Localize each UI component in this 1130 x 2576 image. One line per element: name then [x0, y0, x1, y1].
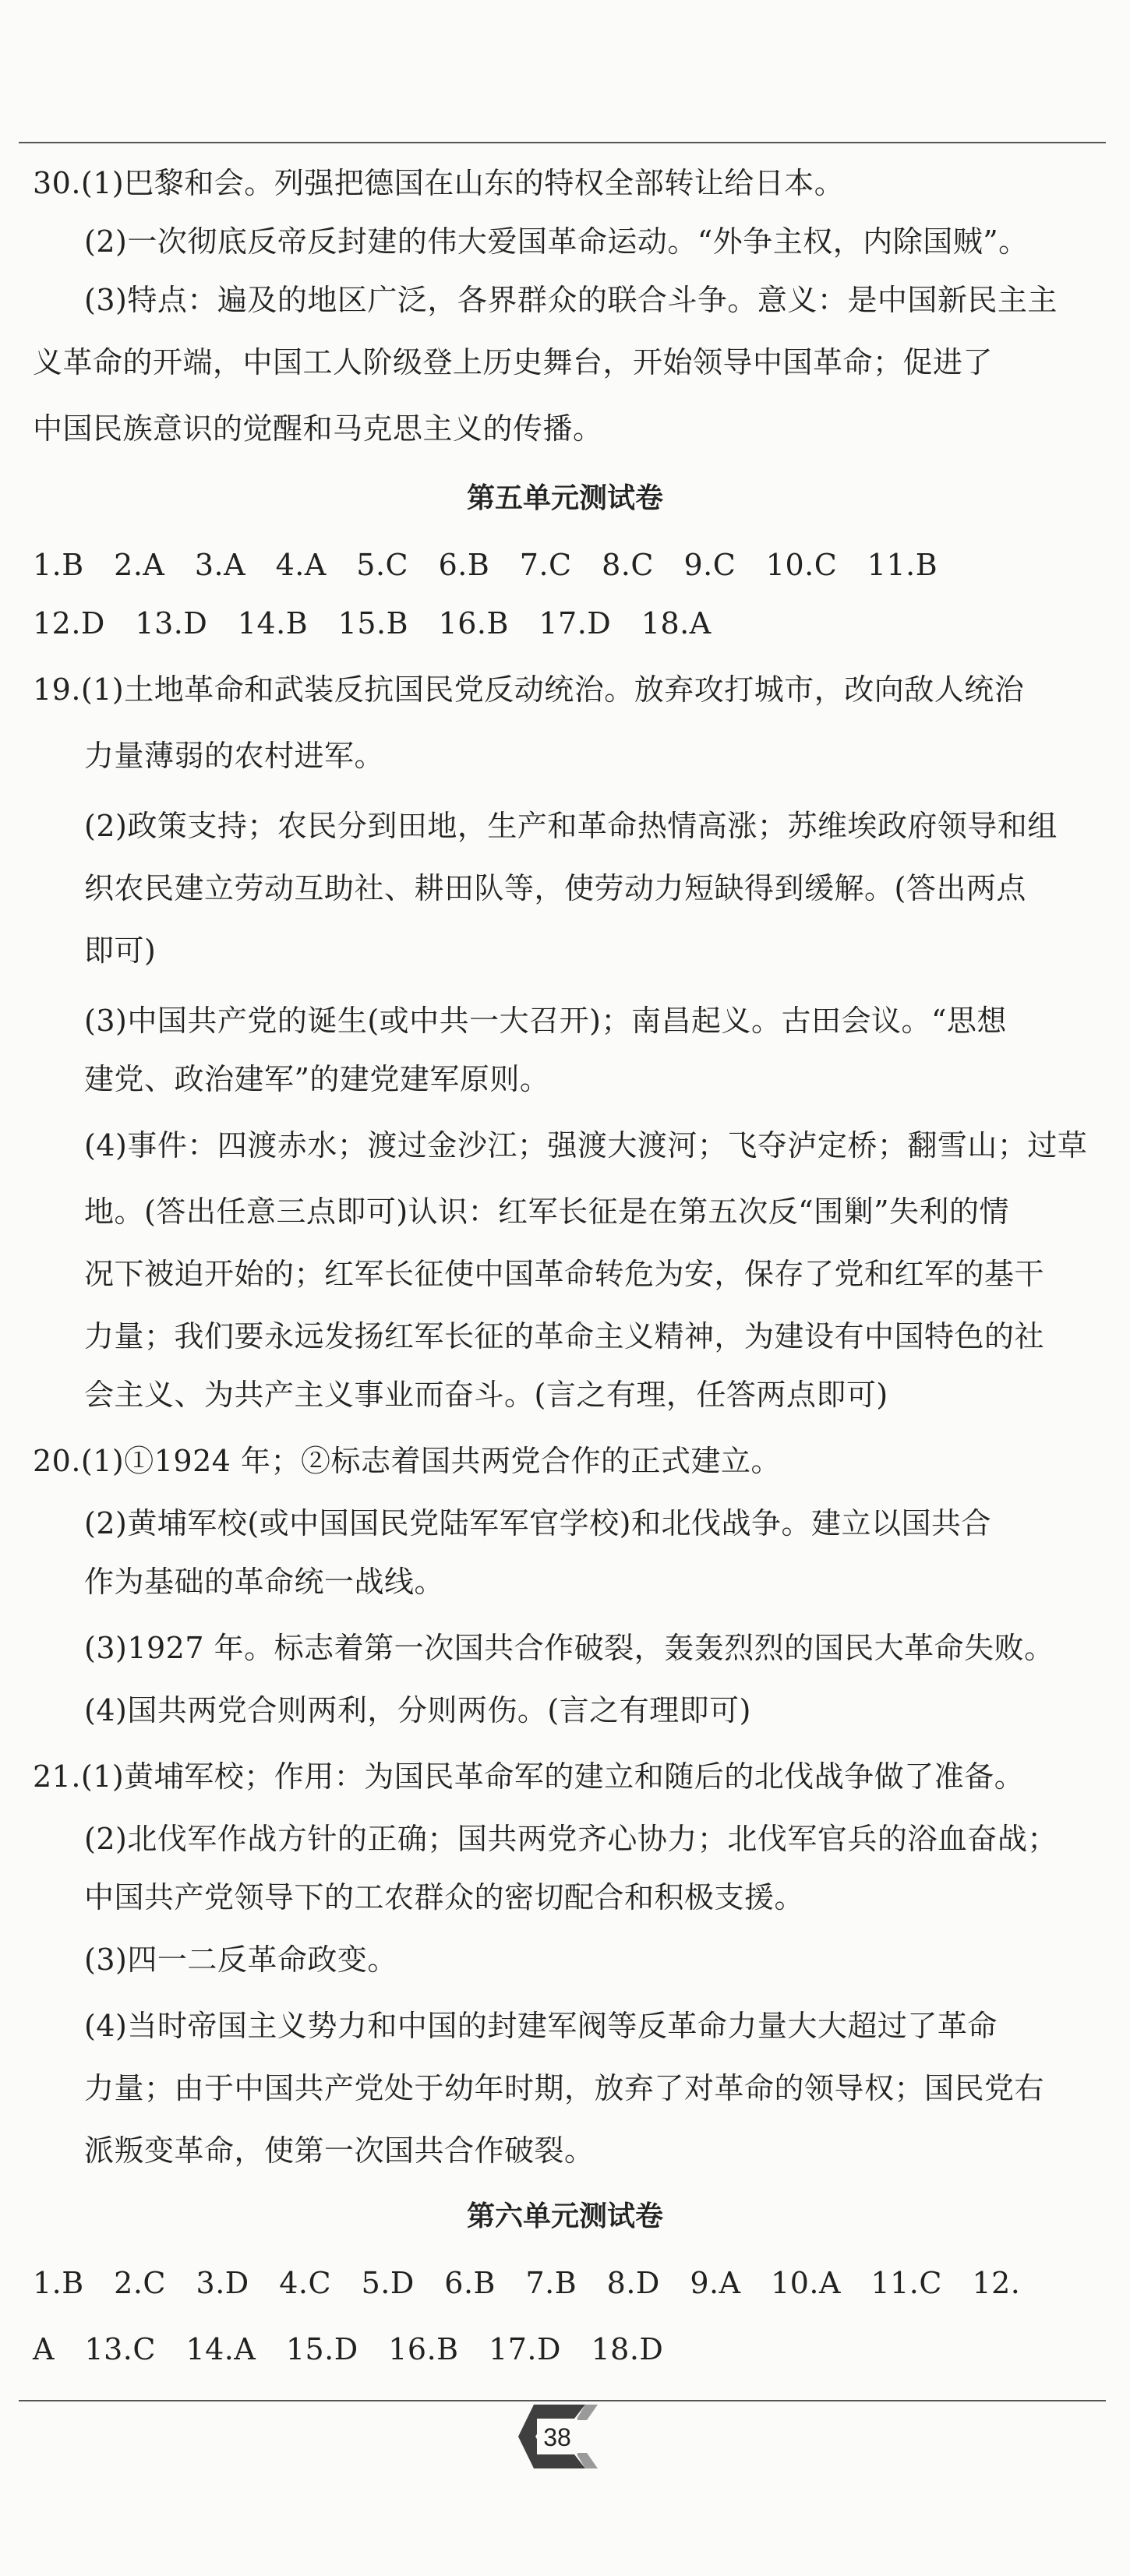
answer-line: 作为基础的革命统一战线。 [84, 1565, 445, 1599]
choice-answers-line: 12.D 13.D 14.B 15.B 16.B 17.D 18.A [33, 606, 712, 640]
choice-answers-line: 1.B 2.C 3.D 4.C 5.D 6.B 7.B 8.D 9.A 10.A 11.C 12. [33, 2266, 1021, 2300]
answer-line: (2)一次彻底反帝反封建的伟大爱国革命运动。“外争主权，内除国贼”。 [84, 224, 1029, 259]
answer-line: (4)当时帝国主义势力和中国的封建军阀等反革命力量大大超过了革命 [84, 2009, 998, 2043]
page-number-badge [517, 2401, 598, 2472]
answer-line: 20.(1)①1924 年；②标志着国共两党合作的正式建立。 [33, 1444, 782, 1478]
answer-line: 19.(1)土地革命和武装反抗国民党反动统治。放弃攻打城市，改向敌人统治 [33, 672, 1025, 707]
answer-line: (2)政策支持；农民分到田地，生产和革命热情高涨；苏维埃政府领导和组 [84, 809, 1058, 843]
page-number: 38 [543, 2423, 571, 2451]
section-title: 第六单元测试卷 [466, 2200, 663, 2232]
answer-line: 会主义、为共产主义事业而奋斗。(言之有理，任答两点即可) [84, 1378, 888, 1412]
answer-line: 义革命的开端，中国工人阶级登上历史舞台，开始领导中国革命；促进了 [33, 345, 994, 379]
answer-line: 力量薄弱的农村进军。 [84, 739, 385, 773]
answer-line: 况下被迫开始的；红军长征使中国革命转危为安，保存了党和红军的基干 [84, 1257, 1045, 1291]
choice-answers-line: A 13.C 14.A 15.D 16.B 17.D 18.D [33, 2332, 664, 2366]
answer-line: 派叛变革命，使第一次国共合作破裂。 [84, 2133, 595, 2168]
answer-line: (3)中国共产党的诞生(或中共一大召开)；南昌起义。古田会议。“思想 [84, 1004, 1007, 1038]
answer-line: 织农民建立劳动互助社、耕田队等，使劳动力短缺得到缓解。(答出两点 [84, 871, 1026, 905]
answer-line: 中国共产党领导下的工农群众的密切配合和积极支援。 [84, 1880, 805, 1914]
answer-line: 21.(1)黄埔军校；作用：为国民革命军的建立和随后的北伐战争做了准备。 [33, 1759, 1025, 1794]
answer-line: 即可) [84, 933, 157, 968]
answer-line: (2)北伐军作战方针的正确；国共两党齐心协力；北伐军官兵的浴血奋战； [84, 1822, 1058, 1856]
answer-line: (4)事件：四渡赤水；渡过金沙江；强渡大渡河；飞夺泸定桥；翻雪山；过草 [84, 1128, 1088, 1163]
answer-line: (3)特点：遍及的地区广泛，各界群众的联合斗争。意义：是中国新民主主 [84, 283, 1058, 317]
answer-line: (4)国共两党合则两利，分则两伤。(言之有理即可) [84, 1693, 751, 1727]
answer-line: 建党、政治建军”的建党建军原则。 [84, 1062, 550, 1096]
top-rule [19, 142, 1106, 143]
choice-answers-line: 1.B 2.A 3.A 4.A 5.C 6.B 7.C 8.C 9.C 10.C 11.B [33, 548, 938, 582]
answer-line: 力量；由于中国共产党处于幼年时期，放弃了对革命的领导权；国民党右 [84, 2071, 1045, 2105]
answer-line: 中国民族意识的觉醒和马克思主义的传播。 [33, 411, 603, 446]
answer-line: (2)黄埔军校(或中国国民党陆军军官学校)和北伐战争。建立以国共合 [84, 1506, 991, 1540]
answer-line: (3)1927 年。标志着第一次国共合作破裂，轰轰烈烈的国民大革命失败。 [84, 1631, 1054, 1665]
answer-line: (3)四一二反革命政变。 [84, 1943, 397, 1977]
section-title: 第五单元测试卷 [466, 482, 663, 514]
answer-line: 力量；我们要永远发扬红军长征的革命主义精神，为建设有中国特色的社 [84, 1319, 1045, 1353]
answer-line: 30.(1)巴黎和会。列强把德国在山东的特权全部转让给日本。 [33, 166, 845, 200]
answer-line: 地。(答出任意三点即可)认识：红军长征是在第五次反“围剿”失利的情 [84, 1194, 1010, 1229]
